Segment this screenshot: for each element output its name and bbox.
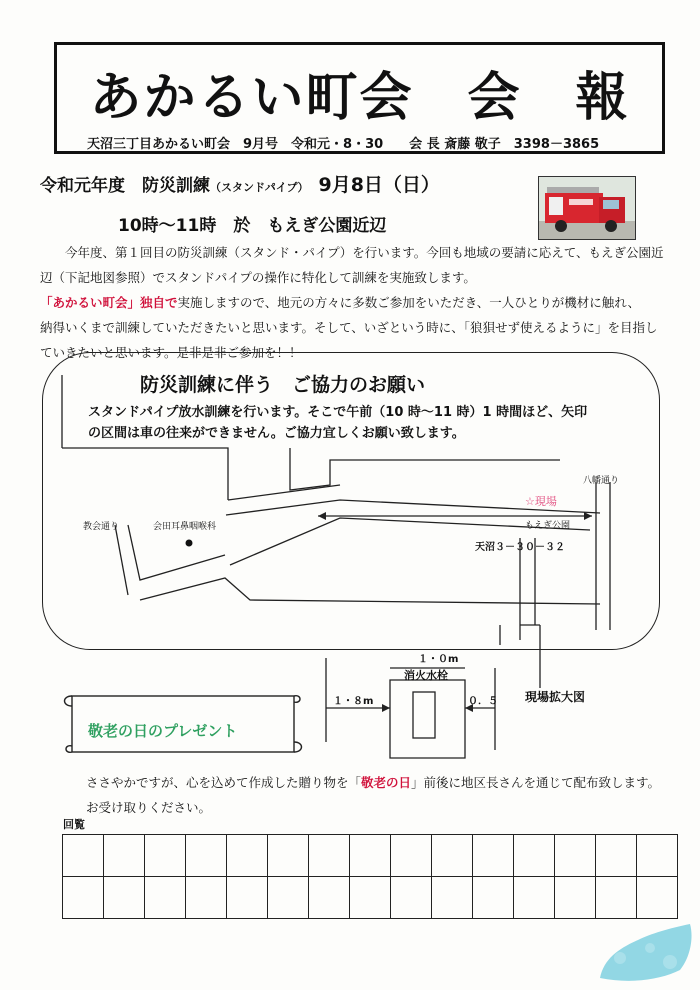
gift-text xyxy=(86,770,676,820)
map-label-genba: ☆現場 xyxy=(525,495,557,508)
intro-line: 辺（下記地図参照）でスタンドパイプの操作に特化して訓練を実施致します。 xyxy=(40,270,476,285)
circulation-cell xyxy=(104,877,145,919)
circulation-cell xyxy=(309,877,350,919)
circulation-cell xyxy=(309,835,350,877)
newsletter-title: あかるい町会 会 報 xyxy=(89,68,630,128)
newsletter-subtitle: 天沼三丁目あかるい町会 9月号 令和元・8・30 会 長 斎藤 敬子 3398－3865 xyxy=(87,137,600,152)
hydrant-right-label: ０．５ xyxy=(468,696,498,707)
circulation-cell xyxy=(268,877,309,919)
intro-line: 納得いくまで訓練していただきたいと思います。そして、いざという時に、「狼狽せず使えるように」を目指し xyxy=(40,320,658,335)
circulation-cell xyxy=(227,835,268,877)
gift-scroll-text: 敬老の日のプレゼント xyxy=(88,722,238,740)
circulation-cell xyxy=(186,877,227,919)
map-label-clinic: 会田耳鼻咽喉科 xyxy=(153,522,217,532)
event-date: 9月8日（日） xyxy=(318,174,440,196)
hydrant-width-label: １・０m xyxy=(418,654,459,665)
circulation-cell xyxy=(432,835,473,877)
circulation-cell xyxy=(391,835,432,877)
circulation-cell xyxy=(637,877,678,919)
circulation-cell xyxy=(186,835,227,877)
circulation-cell xyxy=(63,877,104,919)
circulation-cell xyxy=(637,835,678,877)
map-label-moegi: もえぎ公園 xyxy=(525,521,571,531)
hydrant-caption: 現場拡大図 xyxy=(525,690,586,704)
circulation-cell xyxy=(268,835,309,877)
circulation-cell xyxy=(350,877,391,919)
circulation-cell xyxy=(514,835,555,877)
event-time-place: 10時～11時 於 もえぎ公園近辺 xyxy=(118,216,387,236)
hydrant-left-label: １・８m xyxy=(333,696,374,707)
gift-line: お受け取りください。 xyxy=(86,800,212,815)
circulation-cell xyxy=(473,835,514,877)
notice-title: 防災訓練に伴う ご協力のお願い xyxy=(140,374,426,396)
circulation-cell xyxy=(145,877,186,919)
circulation-cell xyxy=(596,877,637,919)
circulation-cell xyxy=(350,835,391,877)
circulation-cell xyxy=(63,835,104,877)
circulation-row xyxy=(63,835,678,877)
circulation-cell xyxy=(555,835,596,877)
intro-line: 今年度、第１回目の防災訓練（スタンド・パイプ）を行います。今回も地域の要請に応えて、もえぎ公園近 xyxy=(65,245,664,260)
map-label-kyokai: 教会通り xyxy=(83,522,120,532)
hydrant-name: 消火水栓 xyxy=(404,669,448,682)
notice-line: スタンドパイプ放水訓練を行います。そこで午前（10 時～11 時）1 時間ほど、矢印 xyxy=(88,405,588,420)
circulation-cell xyxy=(514,877,555,919)
map-label-hachiman: 八幡通り xyxy=(583,476,620,486)
circulation-grid xyxy=(62,834,678,919)
circulation-row xyxy=(63,877,678,919)
circulation-cell xyxy=(473,877,514,919)
intro-highlight: 「あかるい町会」独自で xyxy=(40,295,178,310)
intro-line: 「あかるい町会」独自で実施しますので、地元の方々に多数ご参加をいただき、一人ひとりが機材に触れ、 xyxy=(40,295,641,310)
circulation-cell xyxy=(145,835,186,877)
intro-line: ていきたいと思います。是非是非ご参加を！！ xyxy=(40,345,302,360)
circulation-cell xyxy=(104,835,145,877)
event-name: 令和元年度 防災訓練 xyxy=(40,176,210,196)
circulation-cell xyxy=(227,877,268,919)
circulation-label: 回覧 xyxy=(63,818,85,831)
circulation-cell xyxy=(432,877,473,919)
circulation-cell xyxy=(596,835,637,877)
gift-line: ささやかですが、心を込めて作成した贈り物を「敬老の日」前後に地区長さんを通じて配布致します。 xyxy=(86,775,661,790)
map-label-address: 天沼３－３０－３２ xyxy=(475,542,565,553)
circulation-cell xyxy=(555,877,596,919)
gift-highlight: 敬老の日 xyxy=(361,775,412,790)
notice-line: の区間は車の往来ができません。ご協力宜しくお願い致します。 xyxy=(88,426,465,441)
splash-decoration xyxy=(590,918,700,990)
event-name-paren: （スタンドパイプ） xyxy=(210,181,309,194)
circulation-cell xyxy=(391,877,432,919)
